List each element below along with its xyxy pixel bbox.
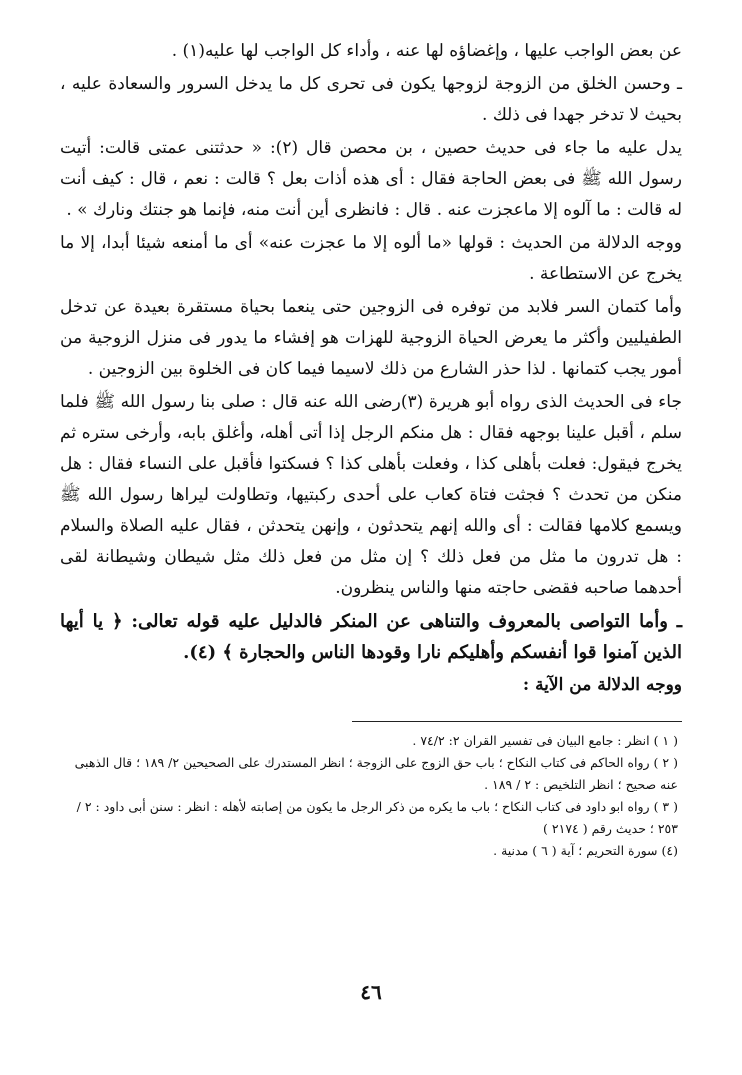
footnote-3: ( ٣ ) رواه ابو داود فى كتاب النكاح ؛ باب ما يكره من ذكر الرجل ما يكون من إصابته لأهله : انظر : سنن أبى داود : ٢ / ٢٥٣ ؛ حديث رقم ( ٢١٧٤ ) xyxy=(76,799,678,836)
paragraph-4: ووجه الدلالة من الحديث : قولها «ما ألوه إلا ما عجزت عنه» أى ما أمنعه شيئا أبدا، إلا ما يخرج عن الاستطاعة . xyxy=(60,233,682,284)
paragraph-2: ـ وحسن الخلق من الزوجة لزوجها يكون فى تحرى كل ما يدخل السرور والسعادة عليه ، بحيث لا تدخر جهدا فى ذلك . xyxy=(60,74,682,125)
footnotes xyxy=(60,730,682,862)
footnote-divider xyxy=(352,721,682,722)
verse-paragraph: ـ وأما التواصى بالمعروف والتناهى عن المنكر فالدليل عليه قوله تعالى: ﴿ يا أيها الذين آمنوا قوا أنفسكم وأهليكم نارا وقودها الناس والحجارة ﴾ (٤). xyxy=(60,611,682,663)
paragraph-5: وأما كتمان السر فلابد من توفره فى الزوجين حتى ينعما بحياة مستقرة بعيدة عن تدخل الطفيليين وأكثر ما يعرض الحياة الزوجية للهزات هو إفشاء ما يدور فى منزل الزوجية من أمور يجب كتمانها . لذا حذر الشارع من ذلك لاسيما فيما كان فى الخلوة بين الزوجين . xyxy=(60,297,682,379)
paragraph-1: عن بعض الواجب عليها ، وإغضاؤه لها عنه ، وأداء كل الواجب لها عليه(١) . xyxy=(171,41,682,61)
footnote-2: ( ٢ ) رواه الحاكم فى كتاب النكاح ؛ باب حق الزوج على الزوجة ؛ انظر المستدرك على الصحيحين ٢/ ١٨٩ ؛ قال الذهبى عنه صحيح ؛ انظر التلخيص : ٢ / ١٨٩ . xyxy=(74,755,678,792)
page-number: ٤٦ xyxy=(360,980,382,1004)
footnote-1: ( ١ ) انظر : جامع البيان فى تفسير القران ٢: ٧٤/٢ . xyxy=(412,733,678,748)
main-text xyxy=(60,36,682,701)
paragraph-3: يدل عليه ما جاء فى حديث حصين ، بن محصن قال (٢): « حدثتنى عمتى قالت: أتيت رسول الله ﷺ فى بعض الحاجة فقال : أى هذه أذات بعل ؟ قالت : نعم ، قال : كيف أنت له قالت : ما آلوه إلا ماعجزت عنه . قال : فانظرى أين أنت منه، فإنما هو جنتك ونارك » . xyxy=(60,138,683,220)
footnote-4: (٤) سورة التحريم ؛ آية ( ٦ ) مدنية . xyxy=(493,843,678,858)
section-heading: ووجه الدلالة من الآية : xyxy=(522,675,682,695)
paragraph-6: جاء فى الحديث الذى رواه أبو هريرة (٣)رضى الله عنه قال : صلى بنا رسول الله ﷺ فلما سلم ، أقبل علينا بوجهه فقال : هل منكم الرجل إذا أتى أهله، وأغلق بابه، وأرخى ستره ثم يخرج فيقول: فعلت بأهلى كذا ، وفعلت بأهلى كذا ؟ فسكتوا فأقبل على النساء فقال : هل منكن من تحدث ؟ فجثت فتاة كعاب على أحدى ركبتيها، وتطاولت ليراها رسول الله ﷺ ويسمع كلامها فقالت : أى والله إنهم يتحدثون ، وإنهن يتحدثن ، فقال عليه الصلاة والسلام : هل تدرون ما مثل من فعل ذلك ؟ إن مثل من فعل ذلك مثل شيطان وشيطانة لقى أحدهما صاحبه فقضى حاجته منها والناس ينظرون. xyxy=(60,392,682,598)
